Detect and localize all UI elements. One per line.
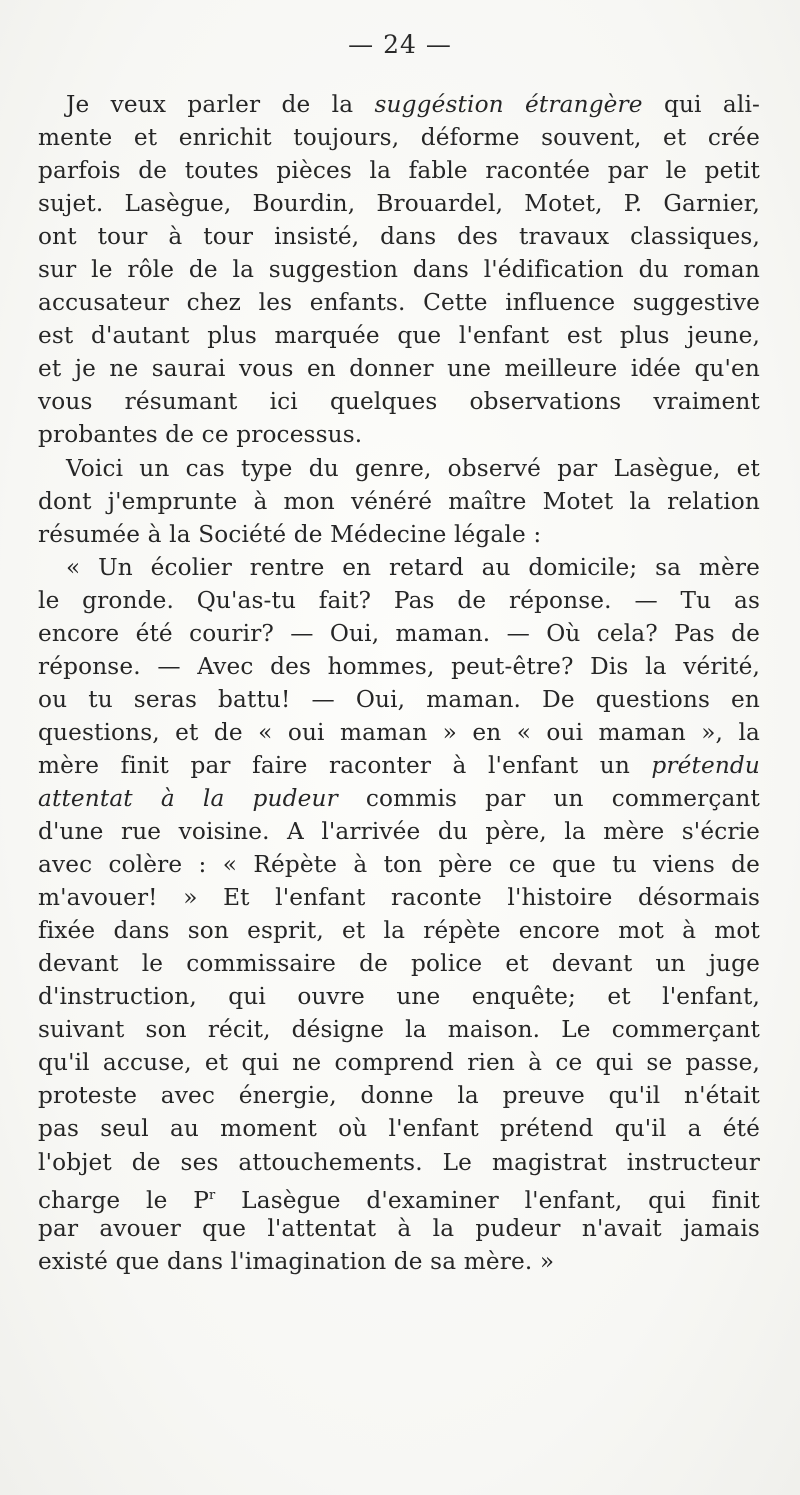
text-line xyxy=(38,121,760,154)
text-line xyxy=(38,881,760,914)
text-run: mère finit par faire raconter à l'enfant un xyxy=(38,751,652,779)
text-run: qui ali- xyxy=(642,91,760,118)
text-line xyxy=(38,749,760,782)
text-run: accusateur chez les enfants. Cette influence suggestive xyxy=(38,289,760,317)
text-run: charge le P xyxy=(38,1186,210,1214)
text-line xyxy=(38,782,760,815)
text-run: Je veux parler de la xyxy=(66,91,375,118)
text-line xyxy=(38,584,760,617)
text-line xyxy=(38,848,760,881)
text-line xyxy=(38,485,760,518)
superscript: r xyxy=(209,1187,216,1203)
text-run: probantes de ce processus. xyxy=(38,421,363,449)
text-run: le gronde. Qu'as-tu fait? Pas de réponse. — Tu as xyxy=(38,586,760,614)
text-line xyxy=(38,452,760,485)
text-run: questions, et de « oui maman » en « oui maman », la xyxy=(38,718,760,746)
text-run: fixée dans son esprit, et la répète encore mot à mot xyxy=(38,917,760,945)
text-line xyxy=(38,154,760,187)
text-run: résumée à la Société de Médecine légale : xyxy=(38,520,542,548)
text-line xyxy=(38,1245,760,1278)
italic-phrase: attentat à la pudeur xyxy=(38,784,338,812)
text-run: proteste avec énergie, donne la preuve qu'il n'était xyxy=(38,1082,760,1110)
text-run: avec colère : « Répète à ton père ce que tu viens de xyxy=(38,851,760,879)
text-run: vous résumant ici quelques observations vraiment xyxy=(38,388,760,416)
text-line xyxy=(38,716,760,749)
text-line xyxy=(38,617,760,650)
text-run: pas seul au moment où l'enfant prétend qu'il a été xyxy=(38,1115,760,1143)
text-line xyxy=(38,518,760,551)
text-line xyxy=(38,385,760,418)
text-line xyxy=(38,220,760,253)
text-line xyxy=(38,1112,760,1145)
text-line xyxy=(38,319,760,352)
text-line xyxy=(38,1079,760,1112)
text-run: ou tu seras battu! — Oui, maman. De questions en xyxy=(38,685,760,713)
text-line xyxy=(38,1046,760,1079)
text-line xyxy=(38,253,760,286)
text-run: ont tour à tour insisté, dans des travaux classiques, xyxy=(38,223,760,251)
text-line xyxy=(38,815,760,848)
italic-phrase: prétendu xyxy=(651,751,760,779)
text-line xyxy=(38,88,760,121)
text-line xyxy=(38,551,760,584)
text-run: « Un écolier rentre en retard au domicile; sa mère xyxy=(66,553,760,581)
text-run: m'avouer! » Et l'enfant raconte l'histoire désormais xyxy=(38,884,760,912)
text-run: d'une rue voisine. A l'arrivée du père, la mère s'écrie xyxy=(38,818,760,846)
text-line xyxy=(38,650,760,683)
text-run: par avouer que l'attentat à la pudeur n'avait jamais xyxy=(38,1214,760,1242)
body-text xyxy=(38,88,760,1278)
text-run: devant le commissaire de police et devant un juge xyxy=(38,950,760,978)
text-run: Voici un cas type du genre, observé par Lasègue, et xyxy=(66,454,760,482)
text-run: dont j'emprunte à mon vénéré maître Motet la relation xyxy=(38,487,760,515)
italic-phrase: suggéstion étrangère xyxy=(374,91,643,118)
text-run: Lasègue d'examiner l'enfant, qui finit xyxy=(215,1186,760,1214)
text-line xyxy=(38,352,760,385)
text-run: est d'autant plus marquée que l'enfant est plus jeune, xyxy=(38,322,760,350)
text-line xyxy=(38,914,760,947)
text-line xyxy=(38,187,760,220)
text-line xyxy=(38,418,760,451)
text-run: sur le rôle de la suggestion dans l'édification du roman xyxy=(38,256,760,284)
text-line xyxy=(38,286,760,319)
text-run: et je ne saurai vous en donner une meilleure idée qu'en xyxy=(38,355,760,383)
text-line xyxy=(38,980,760,1013)
text-run: d'instruction, qui ouvre une enquête; et l'enfant, xyxy=(38,983,760,1011)
text-run: l'objet de ses attouchements. Le magistrat instructeur xyxy=(38,1148,760,1176)
text-run: réponse. — Avec des hommes, peut-être? Dis la vérité, xyxy=(38,652,760,680)
text-run: existé que dans l'imagination de sa mère. » xyxy=(38,1247,555,1275)
text-line xyxy=(38,1179,760,1212)
page-number: — 24 — xyxy=(348,30,452,59)
text-line xyxy=(38,683,760,716)
text-line xyxy=(38,1013,760,1046)
text-run: qu'il accuse, et qui ne comprend rien à ce qui se passe, xyxy=(38,1049,760,1077)
text-line xyxy=(38,1146,760,1179)
text-run: parfois de toutes pièces la fable racontée par le petit xyxy=(38,157,760,185)
text-run: commis par un commerçant xyxy=(337,784,760,812)
text-line xyxy=(38,1212,760,1245)
text-run: encore été courir? — Oui, maman. — Où cela? Pas de xyxy=(38,619,760,647)
text-run: sujet. Lasègue, Bourdin, Brouardel, Motet, P. Garnier, xyxy=(38,190,760,218)
text-run: suivant son récit, désigne la maison. Le commerçant xyxy=(38,1016,760,1044)
text-line xyxy=(38,947,760,980)
text-run: mente et enrichit toujours, déforme souvent, et crée xyxy=(38,124,760,152)
